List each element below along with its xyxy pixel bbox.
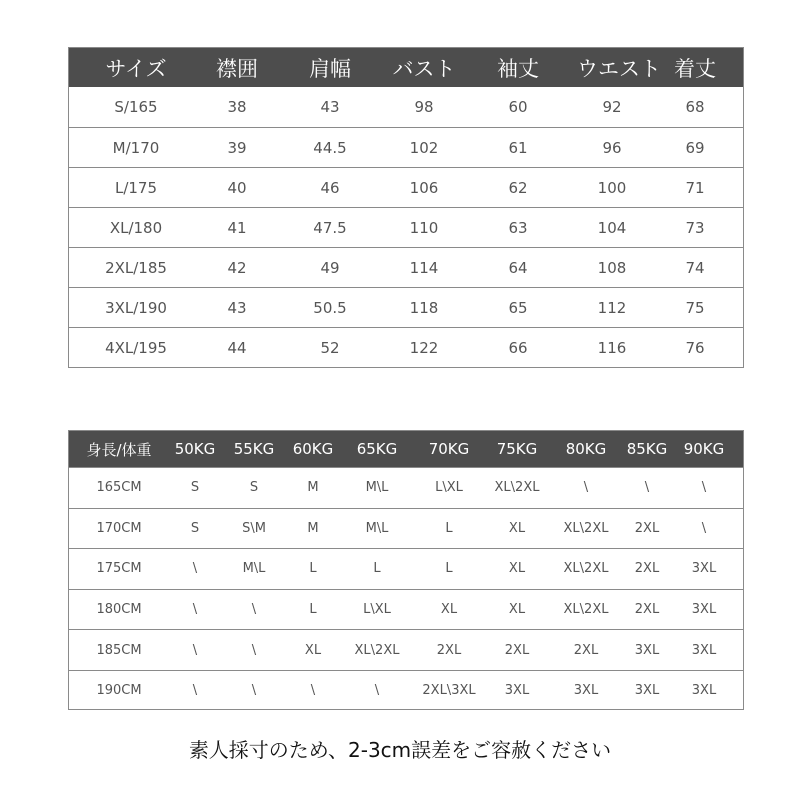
fit-row-cell: S [190,480,200,496]
fit-row-cell: XL\2XL [563,561,609,577]
size-row-cell: 96 [602,138,622,157]
size-row-cell: 100 [597,178,627,197]
size-row-label: 2XL/185 [105,258,167,277]
fit-row-cell: XL [304,642,322,658]
size-row-cell: 43 [227,298,247,317]
fit-row-cell: M [307,520,319,536]
header-height-weight: 身長/体重 [86,440,152,459]
fit-row-cell: \ [192,642,198,658]
header-weight-55: 55KG [233,440,275,458]
size-row-cell: 73 [685,218,705,237]
header-bust: バスト [392,56,456,81]
fit-row-cell: \ [251,642,257,658]
fit-chart-table [68,430,744,710]
fit-row-label: 185CM [96,642,142,658]
size-row-cell: 76 [685,338,705,357]
size-row-cell: 114 [409,258,439,277]
fit-row-cell: 3XL [691,683,717,699]
size-row-cell: 98 [414,98,434,116]
fit-row-label: 170CM [96,520,142,536]
fit-row-cell: 2XL [634,602,660,618]
size-row-cell: 52 [320,338,340,357]
fit-row-cell: XL [508,520,526,536]
size-row-cell: 75 [685,298,705,317]
fit-row-cell: L [309,561,317,577]
size-row-cell: 64 [508,258,528,277]
header-weight-65: 65KG [356,440,398,458]
fit-row [69,548,743,589]
size-row-label: S/165 [114,98,158,116]
fit-row-cell: L\XL [435,480,463,496]
fit-row-cell: S\M [242,520,266,536]
size-row-cell: 102 [409,138,439,157]
fit-row [69,670,743,711]
fit-row-cell: 3XL [691,602,717,618]
fit-row-cell: \ [192,561,198,577]
fit-row-cell: M [307,480,319,496]
header-length: 着丈 [674,56,716,81]
fit-row-cell: 2XL [573,642,599,658]
fit-row-cell: 2XL [504,642,530,658]
fit-row-cell: XL\2XL [494,480,540,496]
fit-row-cell: L [309,602,317,618]
size-row-cell: 122 [409,338,439,357]
size-row-cell: 61 [508,138,528,157]
size-row-cell: 69 [685,138,705,157]
fit-row [69,589,743,630]
fit-row-cell: L [373,561,381,577]
size-row-cell: 40 [227,178,247,197]
size-row-label: XL/180 [109,218,163,237]
size-row-cell: 74 [685,258,705,277]
size-row [69,247,743,287]
size-row-cell: 92 [602,98,622,116]
size-chart-body [69,87,743,367]
size-row-cell: 44 [227,338,247,357]
fit-row-cell: \ [251,683,257,699]
fit-row-cell: 3XL [691,561,717,577]
fit-row-cell: L [445,561,453,577]
size-row-cell: 66 [508,338,528,357]
fit-row-cell: 2XL [436,642,462,658]
header-neck: 襟囲 [216,56,258,81]
header-size: サイズ [105,56,167,81]
fit-row-cell: \ [310,683,316,699]
fit-row-cell: M\L [365,520,389,536]
header-weight-90: 90KG [683,440,725,458]
size-row-cell: 49 [320,258,340,277]
size-row-cell: 104 [597,218,627,237]
size-row-cell: 46 [320,178,340,197]
size-row [69,207,743,247]
size-row-cell: 108 [597,258,627,277]
header-weight-50: 50KG [174,440,216,458]
fit-row-cell: XL [508,561,526,577]
size-row-cell: 65 [508,298,528,317]
header-weight-80: 80KG [565,440,607,458]
fit-row-cell: S [249,480,259,496]
header-weight-70: 70KG [428,440,470,458]
size-row-cell: 110 [409,218,439,237]
fit-row-cell: \ [701,520,707,536]
size-row-cell: 50.5 [313,298,347,317]
fit-row-label: 190CM [96,683,142,699]
size-row [69,167,743,207]
fit-row-cell: \ [251,602,257,618]
fit-chart-body [69,467,743,711]
size-chart-header-row [69,48,743,87]
fit-row-cell: XL\2XL [563,520,609,536]
fit-row-cell: 3XL [573,683,599,699]
fit-row-cell: 2XL\3XL [422,683,476,699]
size-row [69,87,743,127]
fit-row-label: 180CM [96,602,142,618]
size-row-label: 3XL/190 [105,298,167,317]
fit-row-cell: M\L [242,561,266,577]
size-row [69,287,743,327]
size-row-cell: 47.5 [313,218,347,237]
fit-row [69,508,743,549]
fit-row-cell: \ [374,683,380,699]
header-shoulder: 肩幅 [309,56,351,81]
fit-row-cell: 3XL [634,642,660,658]
fit-row-cell: 2XL [634,520,660,536]
size-row-cell: 63 [508,218,528,237]
fit-row-cell: L\XL [363,602,391,618]
fit-row-cell: S [190,520,200,536]
header-sleeve: 袖丈 [497,56,539,81]
header-weight-60: 60KG [292,440,334,458]
size-row-label: 4XL/195 [105,338,167,357]
header-waist: ウエスト [577,56,661,81]
size-row [69,327,743,367]
size-row [69,127,743,167]
size-row-cell: 62 [508,178,528,197]
fit-row-label: 175CM [96,561,142,577]
size-row-cell: 60 [508,98,528,116]
size-row-cell: 118 [409,298,439,317]
measurement-disclaimer: 素人採寸のため、2-3cm誤差をご容赦ください [188,738,612,762]
fit-row-cell: 3XL [504,683,530,699]
fit-row-cell: L [445,520,453,536]
fit-row-label: 165CM [96,480,142,496]
fit-row-cell: 2XL [634,561,660,577]
size-row-cell: 41 [227,218,247,237]
size-row-cell: 71 [685,178,705,197]
size-row-cell: 39 [227,138,247,157]
size-row-cell: 44.5 [313,138,347,157]
size-row-cell: 43 [320,98,340,116]
fit-row-cell: \ [192,602,198,618]
size-row-cell: 42 [227,258,247,277]
size-row-label: L/175 [114,178,158,197]
fit-row-cell: \ [192,683,198,699]
size-row-cell: 116 [597,338,627,357]
size-row-cell: 112 [597,298,627,317]
fit-row [69,629,743,670]
fit-row-cell: XL\2XL [563,602,609,618]
fit-row-cell: 3XL [634,683,660,699]
fit-row-cell: \ [644,480,650,496]
fit-row-cell: \ [701,480,707,496]
size-row-label: M/170 [112,138,160,157]
fit-row-cell: M\L [365,480,389,496]
fit-row-cell: \ [583,480,589,496]
size-row-cell: 68 [685,98,705,116]
fit-row-cell: XL\2XL [354,642,400,658]
fit-chart-header-row [69,431,743,467]
fit-row-cell: 3XL [691,642,717,658]
size-row-cell: 38 [227,98,247,116]
header-weight-85: 85KG [626,440,668,458]
fit-row-cell: XL [440,602,458,618]
size-row-cell: 106 [409,178,439,197]
fit-row-cell: XL [508,602,526,618]
fit-row [69,467,743,508]
header-weight-75: 75KG [496,440,538,458]
size-chart-table [68,47,744,368]
